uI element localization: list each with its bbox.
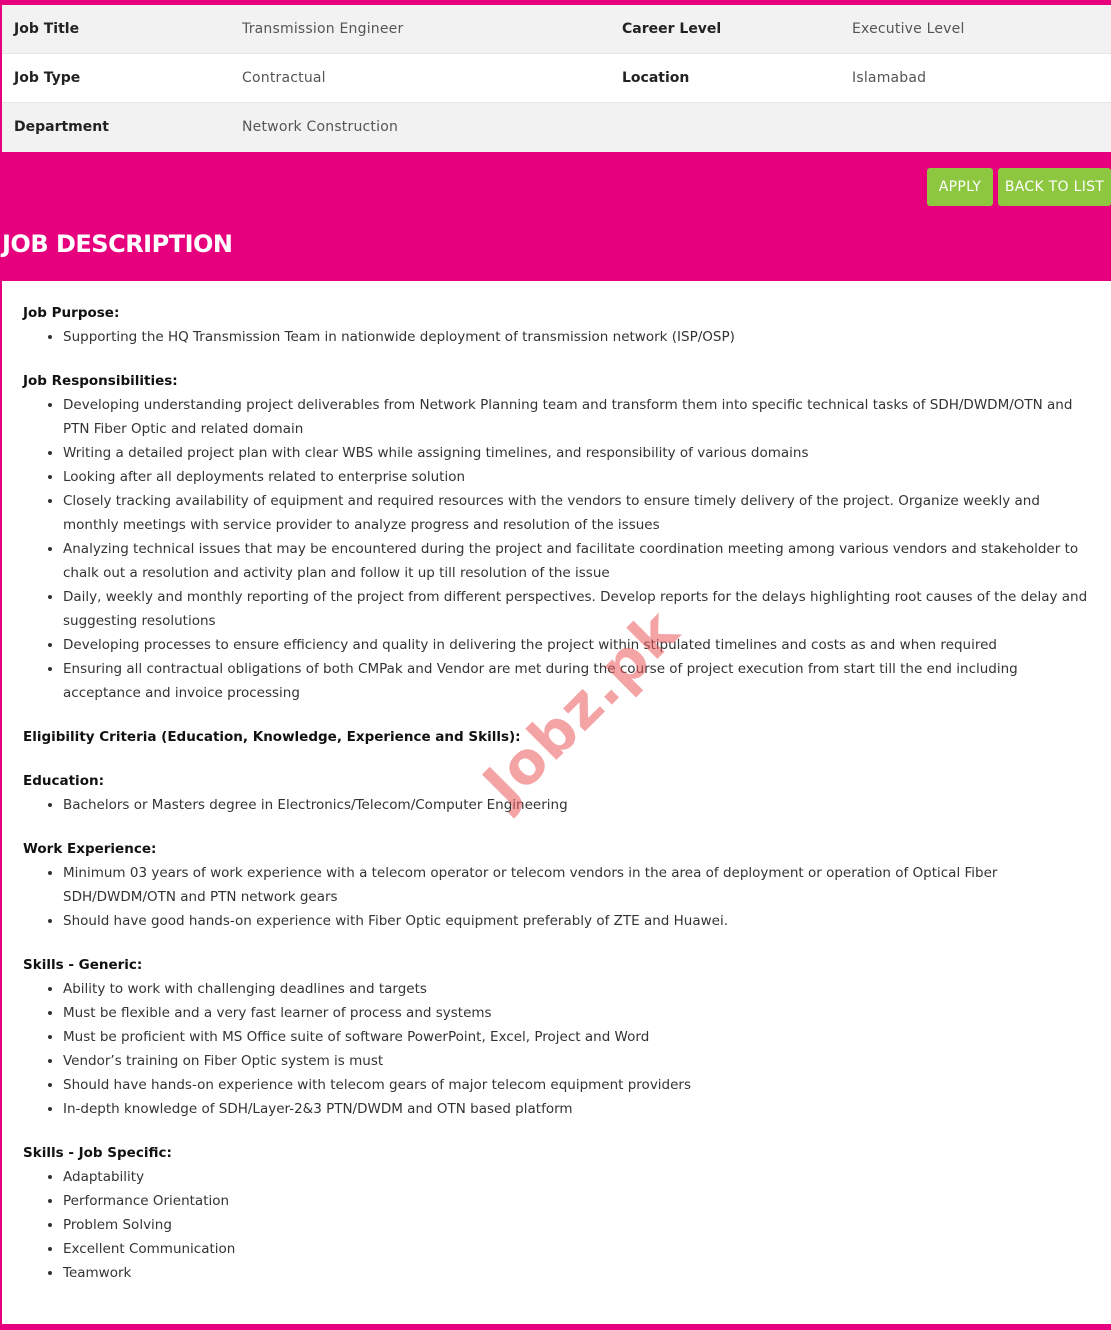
list-item: • Supporting the HQ Transmission Team in nationwide deployment of transmission network (ISP/OSP) xyxy=(63,325,1091,349)
list-item: • In-depth knowledge of SDH/Layer-2&3 PTN/DWDM and OTN based platform xyxy=(63,1097,1091,1121)
responsibilities-list xyxy=(23,393,1091,705)
list-item: • Daily, weekly and monthly reporting of the project from different perspectives. Develop reports for the delays highlighting root causes of the delay and suggesting resolutions xyxy=(63,585,1091,633)
job-title-label: Job Title xyxy=(14,21,80,37)
education-heading: Education: xyxy=(23,773,104,789)
job-description-panel xyxy=(2,281,1111,1324)
list-item: • Must be flexible and a very fast learner of process and systems xyxy=(63,1001,1091,1025)
list-item: • Should have good hands-on experience with Fiber Optic equipment preferably of ZTE and Huawei. xyxy=(63,909,1091,933)
back-to-list-button[interactable]: BACK TO LIST xyxy=(998,168,1111,206)
career-level-value: Executive Level xyxy=(852,21,965,37)
info-row xyxy=(2,5,1111,54)
job-type-value: Contractual xyxy=(242,70,326,86)
department-label: Department xyxy=(14,119,109,135)
career-level-label: Career Level xyxy=(622,21,722,37)
list-item: • Analyzing technical issues that may be encountered during the project and facilitate coordination meeting among various vendors and stakeholder to chalk out a resolution and activity plan and follow it up till resolution of the issue xyxy=(63,537,1091,585)
education-list xyxy=(23,793,1091,817)
job-info-table xyxy=(2,5,1111,152)
list-item: • Teamwork xyxy=(63,1261,1091,1285)
list-item: • Looking after all deployments related to enterprise solution xyxy=(63,465,1091,489)
skills-generic-heading: Skills - Generic: xyxy=(23,957,143,973)
skills-generic-list xyxy=(23,977,1091,1121)
list-item: • Developing processes to ensure efficiency and quality in delivering the project within stipulated timelines and costs as and when required xyxy=(63,633,1091,657)
info-row xyxy=(2,54,1111,103)
watermark: Jobz.pk xyxy=(470,596,692,819)
list-item: • Must be proficient with MS Office suite of software PowerPoint, Excel, Project and Word xyxy=(63,1025,1091,1049)
section-title: JOB DESCRIPTION xyxy=(2,230,233,258)
location-value: Islamabad xyxy=(852,70,927,86)
list-item: • Excellent Communication xyxy=(63,1237,1091,1261)
list-item: • Should have hands-on experience with telecom gears of major telecom equipment providers xyxy=(63,1073,1091,1097)
eligibility-heading: Eligibility Criteria (Education, Knowledge, Experience and Skills): xyxy=(23,729,521,745)
apply-button[interactable]: APPLY xyxy=(927,168,993,206)
skills-specific-heading: Skills - Job Specific: xyxy=(23,1145,172,1161)
experience-heading: Work Experience: xyxy=(23,841,157,857)
list-item: • Writing a detailed project plan with clear WBS while assigning timelines, and responsibility of various domains xyxy=(63,441,1091,465)
list-item: • Bachelors or Masters degree in Electronics/Telecom/Computer Engineering xyxy=(63,793,1091,817)
experience-list xyxy=(23,861,1091,933)
responsibilities-heading: Job Responsibilities: xyxy=(23,373,178,389)
location-label: Location xyxy=(622,70,690,86)
list-item: • Closely tracking availability of equipment and required resources with the vendors to ensure timely delivery of the project. Organize weekly and monthly meetings with service provider to analyze progress and resolution of the issues xyxy=(63,489,1091,537)
list-item: • Developing understanding project deliverables from Network Planning team and transform them into specific technical tasks of SDH/DWDM/OTN and PTN Fiber Optic and related domain xyxy=(63,393,1091,441)
job-title-value: Transmission Engineer xyxy=(242,21,404,37)
info-row xyxy=(2,103,1111,152)
list-item: • Performance Orientation xyxy=(63,1189,1091,1213)
list-item: • Vendor’s training on Fiber Optic system is must xyxy=(63,1049,1091,1073)
list-item: • Ability to work with challenging deadlines and targets xyxy=(63,977,1091,1001)
purpose-heading: Job Purpose: xyxy=(23,305,120,321)
job-type-label: Job Type xyxy=(14,70,81,86)
skills-specific-list xyxy=(23,1165,1091,1285)
purpose-list xyxy=(23,325,1091,349)
department-value: Network Construction xyxy=(242,119,399,135)
list-item: • Ensuring all contractual obligations of both CMPak and Vendor are met during the course of project execution from start till the end including acceptance and invoice processing xyxy=(63,657,1091,705)
list-item: • Problem Solving xyxy=(63,1213,1091,1237)
list-item: • Adaptability xyxy=(63,1165,1091,1189)
list-item: • Minimum 03 years of work experience with a telecom operator or telecom vendors in the area of deployment or operation of Optical Fiber SDH/DWDM/OTN and PTN network gears xyxy=(63,861,1091,909)
